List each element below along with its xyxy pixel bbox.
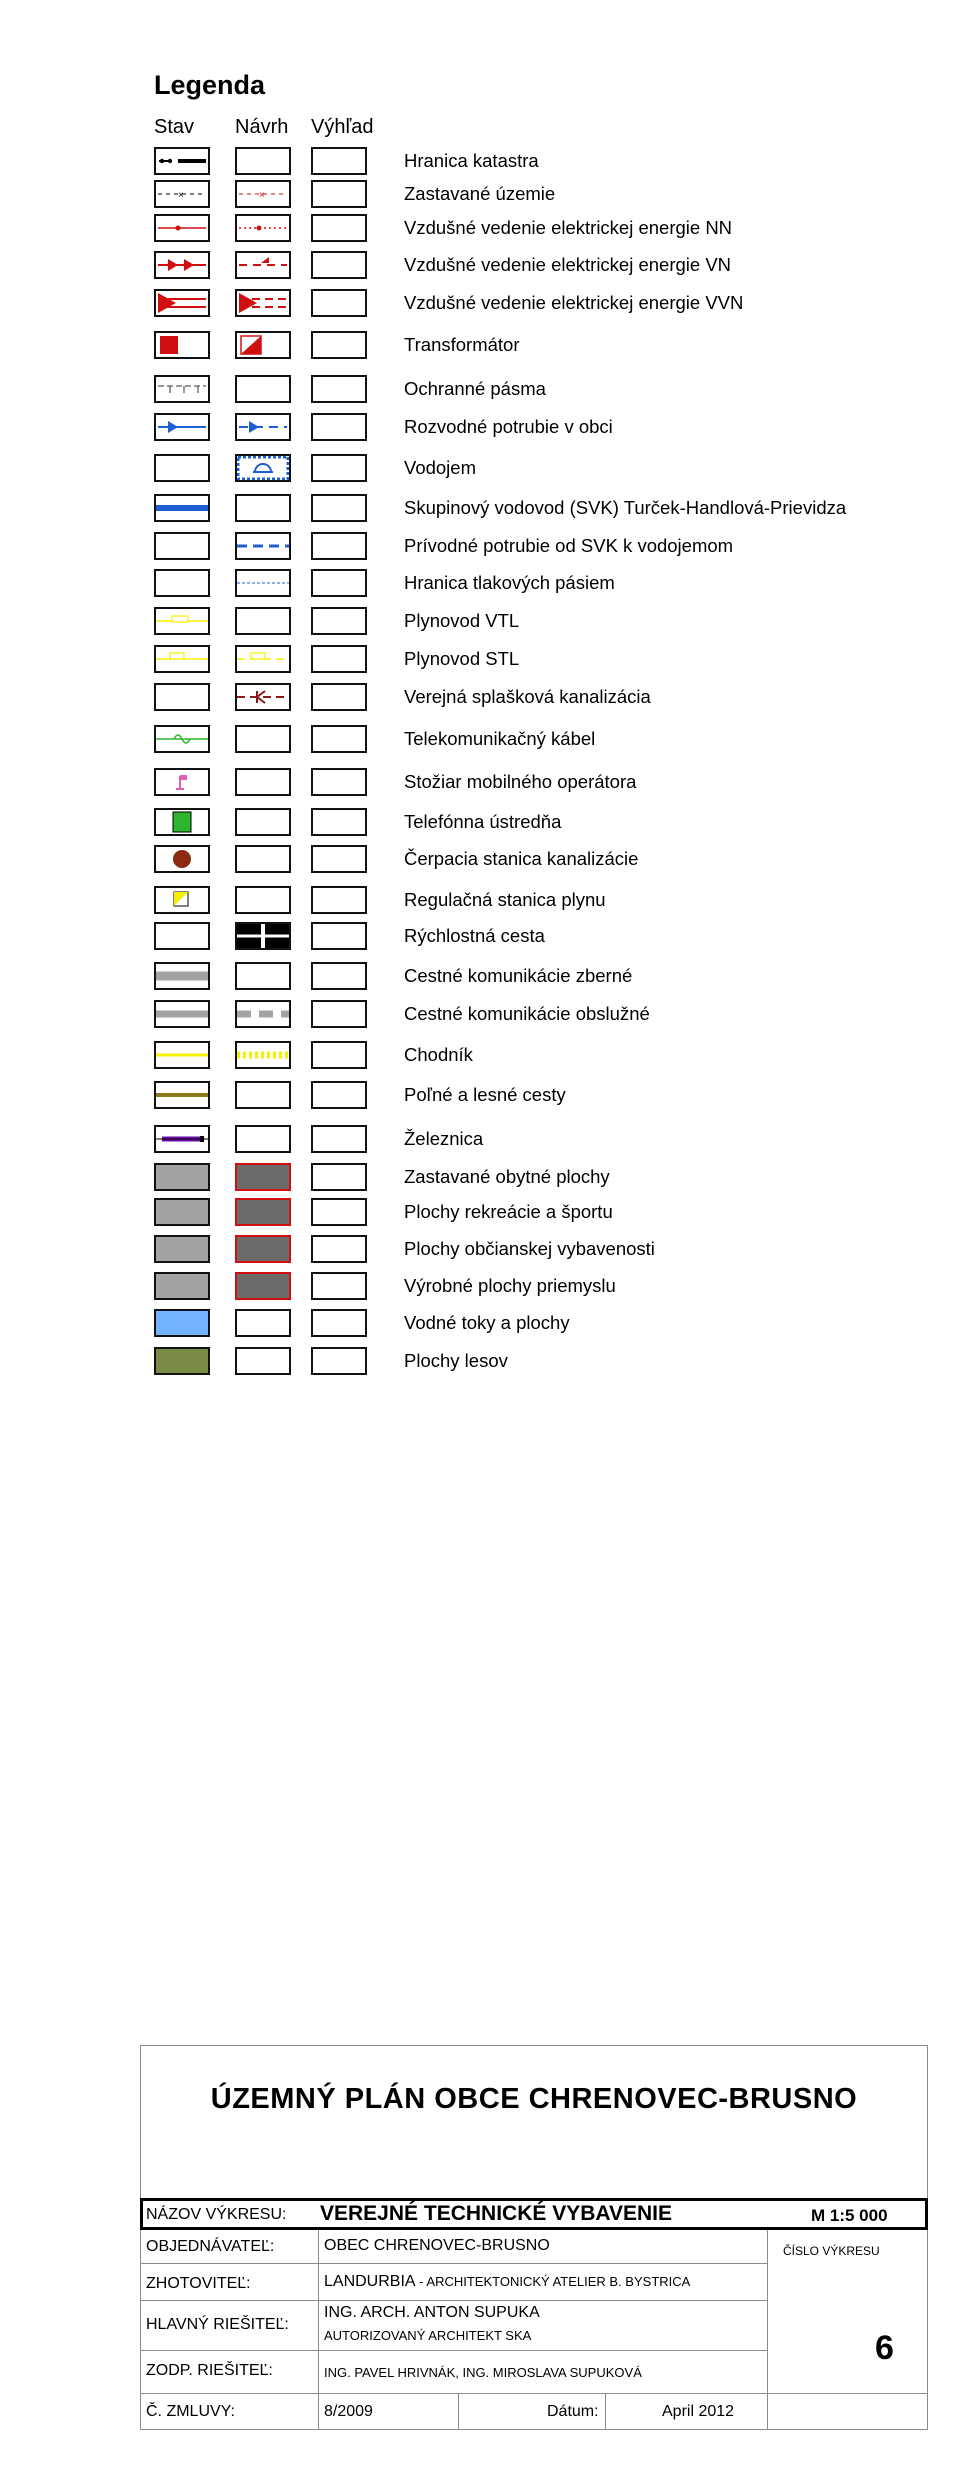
legend-symbol-vyhlad: [311, 1081, 367, 1109]
legend-symbol-vyhlad: [311, 962, 367, 990]
legend-symbol-stav: [154, 1041, 210, 1069]
legend-symbol-vyhlad: [311, 532, 367, 560]
legend-symbol-vyhlad: [311, 808, 367, 836]
legend-symbol-vyhlad: [311, 1000, 367, 1028]
builtup-red-icon: [237, 182, 289, 206]
legend-symbol-stav: [154, 1081, 210, 1109]
legend-symbol-vyhlad: [311, 1125, 367, 1153]
legend-symbol-vyhlad: [311, 845, 367, 873]
protection-zone-icon: [156, 377, 208, 401]
legend-symbol-stav: [154, 569, 210, 597]
legend-symbol-stav: [154, 1125, 210, 1153]
road-main-icon: [156, 964, 208, 988]
road-service-icon: [156, 1002, 208, 1026]
legend-symbol-stav: [154, 1000, 210, 1028]
legend-row: [0, 1309, 956, 1349]
legend-symbol-navrh: [235, 768, 291, 796]
drawing-number: 6: [875, 2329, 894, 2367]
column-header-stav: Stav: [154, 116, 195, 138]
legend-symbol-navrh: [235, 532, 291, 560]
transformer-new-icon: [237, 333, 289, 357]
svg-text:×: ×: [178, 190, 184, 201]
legend-label: Vodojem: [404, 457, 476, 478]
legend-row: [0, 214, 956, 254]
legend-row: [0, 1041, 956, 1081]
legend-symbol-stav: [154, 683, 210, 711]
legend-label: Hranica katastra: [404, 150, 539, 171]
legend-label: Plochy lesov: [404, 1350, 508, 1371]
legend-symbol-navrh: [235, 1125, 291, 1153]
legend-symbol-vyhlad: [311, 607, 367, 635]
legend-symbol-navrh: [235, 494, 291, 522]
legend-symbol-navrh: [235, 1198, 291, 1226]
legend-symbol-stav: [154, 413, 210, 441]
legend-symbol-vyhlad: [311, 1041, 367, 1069]
legend-label: Regulačná stanica plynu: [404, 889, 606, 910]
drawing-number-label: ČÍSLO VÝKRESU: [783, 2244, 880, 2258]
legend-symbol-stav: [154, 180, 210, 208]
legend-symbol-navrh: [235, 375, 291, 403]
legend-label: Telefónna ústredňa: [404, 811, 562, 832]
legend-label: Telekomunikačný kábel: [404, 728, 596, 749]
legend-symbol-navrh: [235, 886, 291, 914]
date-label: Dátum:: [547, 2403, 599, 2420]
reservoir-icon: [237, 456, 289, 480]
legend-row: [0, 1198, 956, 1238]
legend-row: [0, 922, 956, 962]
legend-symbol-stav: [154, 886, 210, 914]
title-block: [140, 2045, 928, 2430]
legend-row: [0, 532, 956, 572]
legend-label: Skupinový vodovod (SVK) Turček-Handlová-Prievidza: [404, 497, 847, 518]
legend-label: Čerpacia stanica kanalizácie: [404, 848, 639, 869]
legend-row: [0, 331, 956, 371]
legend-symbol-navrh: [235, 569, 291, 597]
legend-symbol-navrh: [235, 214, 291, 242]
legend-symbol-vyhlad: [311, 413, 367, 441]
gas-vtl-icon: [156, 609, 208, 633]
legend-label: Vodné toky a plochy: [404, 1312, 570, 1333]
legend-label: Rýchlostná cesta: [404, 925, 545, 946]
legend-symbol-navrh: [235, 289, 291, 317]
legend-row: [0, 768, 956, 808]
legend-label: Železnica: [404, 1128, 484, 1149]
legend-symbol-navrh: [235, 413, 291, 441]
legend-symbol-vyhlad: [311, 768, 367, 796]
legend-symbol-vyhlad: [311, 683, 367, 711]
legend-label: Plynovod STL: [404, 648, 520, 669]
legend-label: Zastavané územie: [404, 183, 556, 204]
legend-symbol-navrh: [235, 251, 291, 279]
legend-symbol-stav: [154, 1272, 210, 1300]
legend-row: [0, 683, 956, 723]
legend-symbol-stav: [154, 768, 210, 796]
legend-symbol-navrh: [235, 683, 291, 711]
legend-label: Vzdušné vedenie elektrickej energie VVN: [404, 292, 744, 313]
legend-label: Transformátor: [404, 334, 520, 355]
legend-symbol-stav: [154, 808, 210, 836]
legend-label: Plochy rekreácie a športu: [404, 1201, 613, 1222]
legend-row: [0, 808, 956, 848]
legend-symbol-vyhlad: [311, 147, 367, 175]
legend-row: [0, 413, 956, 453]
legend-label: Prívodné potrubie od SVK k vodojemom: [404, 535, 734, 556]
legend-label: Cestné komunikácie obslužné: [404, 1003, 650, 1024]
gas-reg-icon: [156, 888, 208, 912]
legend-label: Vzdušné vedenie elektrickej energie NN: [404, 217, 733, 238]
legend-symbol-navrh: [235, 645, 291, 673]
legend-symbol-stav: [154, 725, 210, 753]
legend-label: Poľné a lesné cesty: [404, 1084, 566, 1105]
legend-symbol-navrh: [235, 1041, 291, 1069]
legend-row: [0, 725, 956, 765]
legend-label: Ochranné pásma: [404, 378, 546, 399]
legend-symbol-navrh: [235, 147, 291, 175]
legend-symbol-navrh: [235, 1272, 291, 1300]
legend-symbol-stav: [154, 331, 210, 359]
legend-label: Rozvodné potrubie v obci: [404, 416, 613, 437]
legend-row: [0, 607, 956, 647]
svk-icon: [156, 496, 208, 520]
legend-symbol-navrh: [235, 1163, 291, 1191]
legend-row: [0, 645, 956, 685]
builtup-black-icon: [156, 182, 208, 206]
legend-symbol-vyhlad: [311, 180, 367, 208]
contract-label: Č. ZMLUVY:: [146, 2403, 235, 2420]
legend-symbol-stav: [154, 1198, 210, 1226]
legend-symbol-stav: [154, 454, 210, 482]
legend-row: [0, 962, 956, 1002]
legend-symbol-vyhlad: [311, 725, 367, 753]
road-service-dashed-icon: [237, 1002, 289, 1026]
scale: M 1:5 000: [811, 2206, 888, 2225]
legend-symbol-stav: [154, 251, 210, 279]
legend-row: [0, 375, 956, 415]
legend-label: Hranica tlakových pásiem: [404, 572, 615, 593]
legend-symbol-vyhlad: [311, 1198, 367, 1226]
legend-symbol-vyhlad: [311, 1272, 367, 1300]
column-header-navrh: Návrh: [235, 116, 289, 138]
legend-label: Výrobné plochy priemyslu: [404, 1275, 616, 1296]
legend-symbol-vyhlad: [311, 375, 367, 403]
legend-row: [0, 845, 956, 885]
legend-symbol-vyhlad: [311, 251, 367, 279]
responsible: ING. PAVEL HRIVNÁK, ING. MIROSLAVA SUPUKOVÁ: [324, 2365, 642, 2380]
mast-icon: [156, 770, 208, 794]
legend-row: [0, 1163, 956, 1203]
column-header-vyhlad: Výhľad: [311, 116, 374, 138]
legend-symbol-stav: [154, 845, 210, 873]
legend-symbol-navrh: [235, 180, 291, 208]
legend-symbol-navrh: [235, 607, 291, 635]
legend-label: Zastavané obytné plochy: [404, 1166, 610, 1187]
legend-symbol-vyhlad: [311, 645, 367, 673]
legend-symbol-navrh: [235, 808, 291, 836]
legend-row: [0, 886, 956, 926]
legend-symbol-stav: [154, 147, 210, 175]
legend-label: Chodník: [404, 1044, 473, 1065]
legend-symbol-stav: [154, 375, 210, 403]
legend-symbol-stav: [154, 494, 210, 522]
transformer-icon: [156, 333, 208, 357]
vvn-line-icon: [156, 291, 208, 315]
chief-detail: AUTORIZOVANÝ ARCHITEKT SKA: [324, 2328, 532, 2343]
gas-stl-icon: [156, 647, 208, 671]
nn-line-icon: [156, 216, 208, 240]
pressure-border-icon: [237, 571, 289, 595]
expressway-icon: [237, 924, 289, 948]
legend-row: [0, 289, 956, 329]
legend-row: [0, 1125, 956, 1165]
legend-symbol-stav: [154, 645, 210, 673]
legend-symbol-navrh: [235, 454, 291, 482]
contractor-label: ZHOTOVITEĽ:: [146, 2275, 251, 2292]
legend-symbol-navrh: [235, 922, 291, 950]
legend-symbol-vyhlad: [311, 1347, 367, 1375]
legend-symbol-vyhlad: [311, 289, 367, 317]
legend-label: Cestné komunikácie zberné: [404, 965, 633, 986]
vn-line-icon: [156, 253, 208, 277]
legend-symbol-stav: [154, 1235, 210, 1263]
legend-symbol-vyhlad: [311, 331, 367, 359]
legend-symbol-vyhlad: [311, 494, 367, 522]
legend-symbol-navrh: [235, 845, 291, 873]
gas-stl-dashed-icon: [237, 647, 289, 671]
legend-symbol-navrh: [235, 725, 291, 753]
pump-icon: [156, 847, 208, 871]
vvn-dashed-icon: [237, 291, 289, 315]
legend-symbol-vyhlad: [311, 214, 367, 242]
svg-text:×: ×: [259, 190, 265, 201]
legend-symbol-stav: [154, 532, 210, 560]
legend-symbol-navrh: [235, 1081, 291, 1109]
legend-symbol-navrh: [235, 1347, 291, 1375]
chief-label: HLAVNÝ RIEŠITEĽ:: [146, 2316, 289, 2333]
boundary-icon: [156, 149, 208, 173]
legend-row: [0, 1000, 956, 1040]
water-pipe-icon: [156, 415, 208, 439]
chief-designer: ING. ARCH. ANTON SUPUKA: [324, 2304, 540, 2321]
drawing-name-label: NÁZOV VÝKRESU:: [146, 2206, 287, 2223]
legend-symbol-stav: [154, 922, 210, 950]
legend-label: Verejná splašková kanalizácia: [404, 686, 651, 707]
legend-symbol-navrh: [235, 1000, 291, 1028]
legend-symbol-vyhlad: [311, 922, 367, 950]
legend-symbol-vyhlad: [311, 886, 367, 914]
nn-dotted-icon: [237, 216, 289, 240]
vn-dashed-icon: [237, 253, 289, 277]
legend-row: [0, 1272, 956, 1312]
legend-row: [0, 569, 956, 609]
sidewalk-dashed-icon: [237, 1043, 289, 1067]
legend-symbol-vyhlad: [311, 1309, 367, 1337]
drawing-name: VEREJNÉ TECHNICKÉ VYBAVENIE: [320, 2202, 673, 2225]
legend-symbol-stav: [154, 1309, 210, 1337]
legend-row: [0, 494, 956, 534]
exchange-icon: [156, 810, 208, 834]
legend-label: Plochy občianskej vybavenosti: [404, 1238, 655, 1259]
responsible-label: ZODP. RIEŠITEĽ:: [146, 2362, 273, 2379]
legend-symbol-navrh: [235, 1235, 291, 1263]
supply-dashed-icon: [237, 534, 289, 558]
legend-row: [0, 1081, 956, 1121]
legend-symbol-stav: [154, 289, 210, 317]
legend-symbol-stav: [154, 214, 210, 242]
legend-symbol-vyhlad: [311, 1163, 367, 1191]
legend-label: Plynovod VTL: [404, 610, 520, 631]
legend-symbol-navrh: [235, 1309, 291, 1337]
client: OBEC CHRENOVEC-BRUSNO: [324, 2237, 550, 2254]
legend-symbol-stav: [154, 607, 210, 635]
legend-row: [0, 1347, 956, 1387]
legend-label: Stožiar mobilného operátora: [404, 771, 637, 792]
legend-symbol-vyhlad: [311, 569, 367, 597]
legend-symbol-navrh: [235, 331, 291, 359]
railway-icon: [156, 1127, 208, 1151]
legend-label: Vzdušné vedenie elektrickej energie VN: [404, 254, 732, 275]
contract-number: 8/2009: [324, 2403, 373, 2420]
legend-title: Legenda: [154, 70, 266, 100]
contractor: LANDURBIA - ARCHITEKTONICKÝ ATELIER B. BYSTRICA: [324, 2273, 691, 2290]
legend-symbol-navrh: [235, 962, 291, 990]
client-label: OBJEDNÁVATEĽ:: [146, 2238, 275, 2255]
legend-row: [0, 251, 956, 291]
legend-symbol-stav: [154, 1347, 210, 1375]
plan-title: ÚZEMNÝ PLÁN OBCE CHRENOVEC-BRUSNO: [210, 2083, 858, 2115]
telecom-icon: [156, 727, 208, 751]
legend-symbol-vyhlad: [311, 454, 367, 482]
water-pipe-dashed-icon: [237, 415, 289, 439]
legend-symbol-stav: [154, 1163, 210, 1191]
legend-row: [0, 1235, 956, 1275]
field-road-icon: [156, 1083, 208, 1107]
sidewalk-icon: [156, 1043, 208, 1067]
legend-row: [0, 454, 956, 494]
date: April 2012: [662, 2403, 735, 2420]
sewer-icon: [237, 685, 289, 709]
legend-symbol-vyhlad: [311, 1235, 367, 1263]
legend-symbol-stav: [154, 962, 210, 990]
